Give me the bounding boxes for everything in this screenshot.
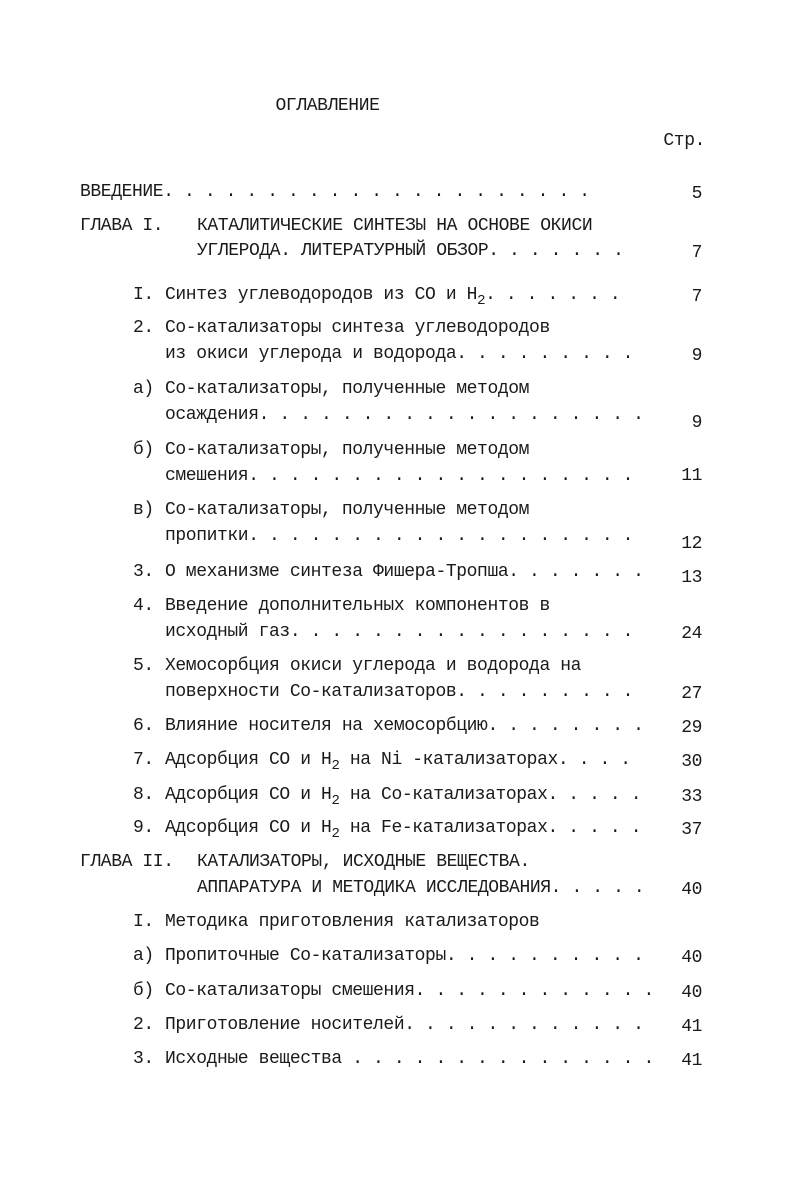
entry-number: в) (133, 500, 154, 520)
entry-2a-line2: осаждения. . . . . . . . . . . . . . . . . . . (165, 405, 644, 425)
entry-number: 6. (133, 716, 154, 736)
entry-number: 7. (133, 750, 154, 770)
entry-3-page: 13 (681, 568, 702, 588)
entry-ii3-page: 41 (681, 1051, 702, 1071)
entry-number: 8. (133, 785, 154, 805)
entry-2b-page: 11 (681, 466, 702, 486)
entry-2c-line2: пропитки. . . . . . . . . . . . . . . . . . . (165, 526, 634, 546)
entry-ii1a-text: Пропиточные Со-катализаторы. . . . . . . . . . (165, 946, 644, 966)
entry-2-line2: из окиси углерода и водорода. . . . . . . . . (165, 344, 634, 364)
entry-1-text: Синтез углеводородов из СО и $Н_2$. . . . . . . (165, 285, 621, 309)
entry-number: б) (133, 981, 154, 1001)
entry-number: 3. (133, 562, 154, 582)
chapter-1-page: 7 (691, 243, 702, 263)
chapter-1-prefix: ГЛАВА I. (80, 216, 164, 236)
entry-ii1b-text: Со-катализаторы смешения. . . . . . . . . . . . (165, 981, 654, 1001)
entry-7-page: 30 (681, 752, 702, 772)
entry-5-page: 27 (681, 684, 702, 704)
entry-4-page: 24 (681, 624, 702, 644)
entry-9-text: Адсорбция СО и $Н_2$ на Fe-катализаторах. . . . . (165, 818, 642, 842)
entry-intro-page: 5 (691, 184, 702, 204)
entry-number: б) (133, 440, 154, 460)
entry-ii1a-page: 40 (681, 948, 702, 968)
entry-5-line1: Хемосорбция окиси углерода и водорода на (165, 656, 582, 676)
chapter-1-title-line2: УГЛЕРОДА. ЛИТЕРАТУРНЫЙ ОБЗОР. . . . . . . (197, 241, 624, 261)
entry-7-text: Адсорбция СО и $Н_2$ на Ni -катализаторах. . . . (165, 750, 631, 774)
entry-ii1b-page: 40 (681, 983, 702, 1003)
entry-2c-line1: Со-катализаторы, полученные методом (165, 500, 530, 520)
entry-number: а) (133, 946, 154, 966)
chapter-2-page: 40 (681, 880, 702, 900)
chapter-2-title-line2: АППАРАТУРА И МЕТОДИКА ИССЛЕДОВАНИЯ. . . . . (197, 878, 645, 898)
entry-6-page: 29 (681, 718, 702, 738)
page-title: ОГЛАВЛЕНИЕ (275, 96, 380, 116)
entry-number: а) (133, 379, 154, 399)
entry-2b-line1: Со-катализаторы, полученные методом (165, 440, 530, 460)
entry-number: 4. (133, 596, 154, 616)
entry-4-line1: Введение дополнительных компонентов в (165, 596, 550, 616)
entry-number: 9. (133, 818, 154, 838)
chapter-1-title-line1: КАТАЛИТИЧЕСКИЕ СИНТЕЗЫ НА ОСНОВЕ ОКИСИ (197, 216, 593, 236)
entry-1-page: 7 (691, 287, 702, 307)
entry-2b-line2: смешения. . . . . . . . . . . . . . . . . . . (165, 466, 634, 486)
entry-ii2-page: 41 (681, 1017, 702, 1037)
entry-ii2-text: Приготовление носителей. . . . . . . . . . . . (165, 1015, 644, 1035)
entry-3-text: О механизме синтеза Фишера-Тропша. . . . . . . (165, 562, 644, 582)
entry-2c-page: 12 (681, 534, 702, 554)
entry-number: 2. (133, 318, 154, 338)
entry-number: 5. (133, 656, 154, 676)
entry-number: I. (133, 285, 154, 305)
chapter-2-prefix: ГЛАВА II. (80, 852, 174, 872)
entry-4-line2: исходный газ. . . . . . . . . . . . . . . . . (165, 622, 634, 642)
entry-2a-page: 9 (691, 413, 702, 433)
entry-intro-text: ВВЕДЕНИЕ. . . . . . . . . . . . . . . . . . . . . (80, 182, 590, 202)
entry-9-page: 37 (681, 820, 702, 840)
entry-ii3-text: Исходные вещества . . . . . . . . . . . . . . . (165, 1049, 654, 1069)
entry-2a-line1: Со-катализаторы, полученные методом (165, 379, 530, 399)
entry-number: I. (133, 912, 154, 932)
entry-5-line2: поверхности Со-катализаторов. . . . . . . . . (165, 682, 634, 702)
chapter-2-title-line1: КАТАЛИЗАТОРЫ, ИСХОДНЫЕ ВЕЩЕСТВА. (197, 852, 530, 872)
entry-2-page: 9 (691, 346, 702, 366)
page-column-label: Стр. (663, 131, 705, 151)
entry-8-text: Адсорбция СО и $Н_2$ на Со-катализаторах. . . . . (165, 785, 642, 809)
entry-8-page: 33 (681, 787, 702, 807)
entry-number: 2. (133, 1015, 154, 1035)
entry-6-text: Влияние носителя на хемосорбцию. . . . . . . . (165, 716, 644, 736)
entry-2-line1: Со-катализаторы синтеза углеводородов (165, 318, 550, 338)
entry-number: 3. (133, 1049, 154, 1069)
entry-ii1-text: Методика приготовления катализаторов (165, 912, 540, 932)
